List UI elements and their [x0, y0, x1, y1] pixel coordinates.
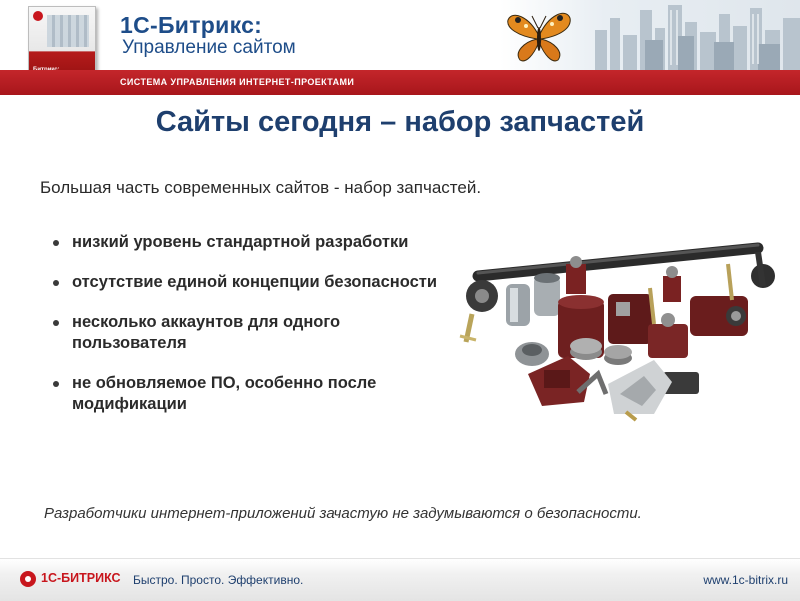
bullet-item: отсутствие единой концепции безопасности — [52, 272, 452, 293]
logo-dot-icon — [33, 11, 43, 21]
bullet-item: низкий уровень стандартной разработки — [52, 232, 452, 253]
header — [0, 0, 800, 95]
footer-url[interactable]: www.1c-bitrix.ru — [703, 573, 788, 587]
footer-logo: 1С-БИТРИКС — [41, 571, 121, 585]
bullet-item: не обновляемое ПО, особенно после модификации — [52, 373, 452, 415]
product-box-picture — [47, 15, 89, 47]
butterfly-icon — [504, 6, 574, 68]
footer-tagline: Быстро. Просто. Эффективно. — [133, 573, 304, 587]
bullet-item: несколько аккаунтов для одного пользователя — [52, 312, 452, 354]
bitrix-logo-icon — [20, 571, 36, 587]
brand-title: 1С-Битрикс: — [120, 12, 263, 38]
header-background — [0, 0, 800, 70]
bullet-list — [52, 232, 452, 434]
note-text: Разработчики интернет-приложений зачастую не задумываются о безопасности. — [44, 505, 642, 522]
intro-text: Большая часть современных сайтов - набор запчастей. — [40, 178, 482, 197]
footer — [0, 558, 800, 601]
header-band-text: СИСТЕМА УПРАВЛЕНИЯ ИНТЕРНЕТ-ПРОЕКТАМИ — [120, 77, 355, 87]
slide-title: Сайты сегодня – набор запчастей — [155, 106, 645, 138]
brand-subtitle: Управление сайтом — [122, 37, 296, 58]
car-parts-photo — [458, 224, 788, 424]
